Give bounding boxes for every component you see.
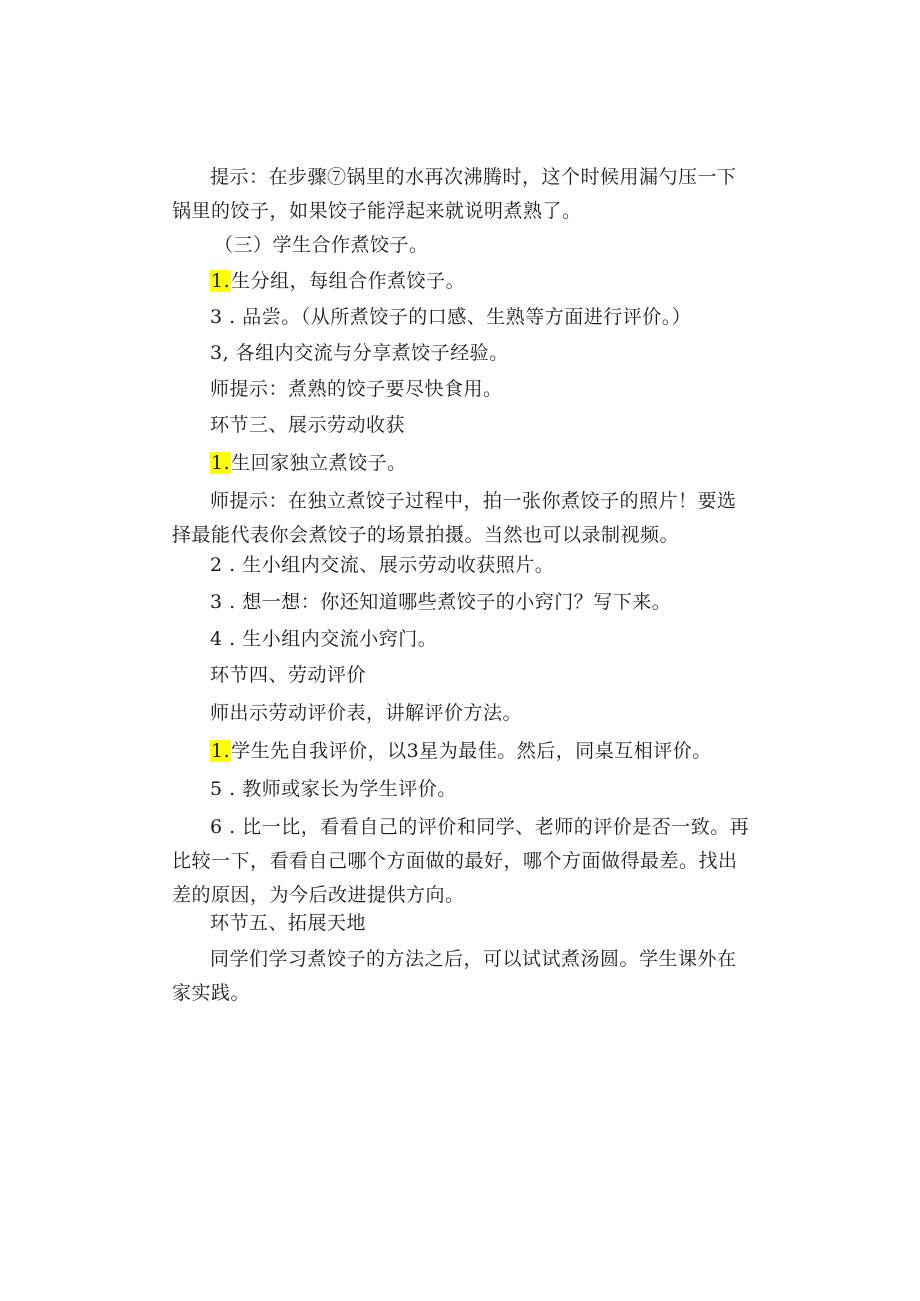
section-heading-cooperate: （三）学生合作煮饺子。 [214, 234, 429, 256]
section-heading-step4: 环节四、劳动评价 [210, 664, 367, 686]
list-item-teacher-parent: 5 . 教师或家长为学生评价。 [210, 778, 457, 800]
list-item-text: 生回家独立煮饺子。 [231, 452, 407, 474]
list-number-highlight: 1. [211, 452, 231, 474]
teacher-tip-eat: 师提示：煮熟的饺子要尽快食用。 [210, 378, 503, 400]
section-heading-step3: 环节三、展示劳动收获 [210, 414, 406, 436]
section-heading-step5: 环节五、拓展天地 [210, 912, 367, 934]
extension-paragraph: 同学们学习煮饺子的方法之后，可以试试煮汤圆。学生课外在家实践。 [172, 948, 737, 1004]
list-item-self-evaluation [210, 734, 750, 768]
list-item-tips: 4 . 生小组内交流小窍门。 [210, 628, 438, 650]
list-item-think: 3 . 想一想：你还知道哪些煮饺子的小窍门？写下来。 [210, 591, 672, 613]
teacher-tip-photo: 师提示：在独立煮饺子过程中，拍一张你煮饺子的照片！要选择最能代表你会煮饺子的场景拍摄。当然也可以录制视频。 [172, 490, 737, 546]
list-item-share: 3, 各组内交流与分享煮饺子经验。 [210, 342, 509, 364]
list-item-compare: 6 . 比一比，看看自己的评价和同学、老师的评价是否一致。再比较一下，看看自己哪个方面做的最好，哪个方面做得最差。找出差的原因，为今后改进提供方向。 [172, 816, 750, 906]
list-number-highlight: 1. [211, 740, 231, 762]
list-item-home [210, 446, 750, 480]
list-number-highlight: 1. [211, 270, 231, 292]
teacher-evaluation-intro: 师出示劳动评价表，讲解评价方法。 [210, 702, 523, 724]
list-item-taste: 3 . 品尝。（从所煮饺子的口感、生熟等方面进行评价。） [210, 306, 692, 328]
tip-paragraph-step7: 提示：在步骤⑦锅里的水再次沸腾时，这个时候用漏勺压一下锅里的饺子，如果饺子能浮起来就说明煮熟了。 [172, 166, 737, 222]
list-item-text: 生分组，每组合作煮饺子。 [231, 270, 466, 292]
list-item-group [210, 264, 750, 298]
list-item-exchange-photos: 2 . 生小组内交流、展示劳动收获照片。 [210, 554, 555, 576]
list-item-text: 学生先自我评价，以3星为最佳。然后，同桌互相评价。 [231, 740, 712, 762]
